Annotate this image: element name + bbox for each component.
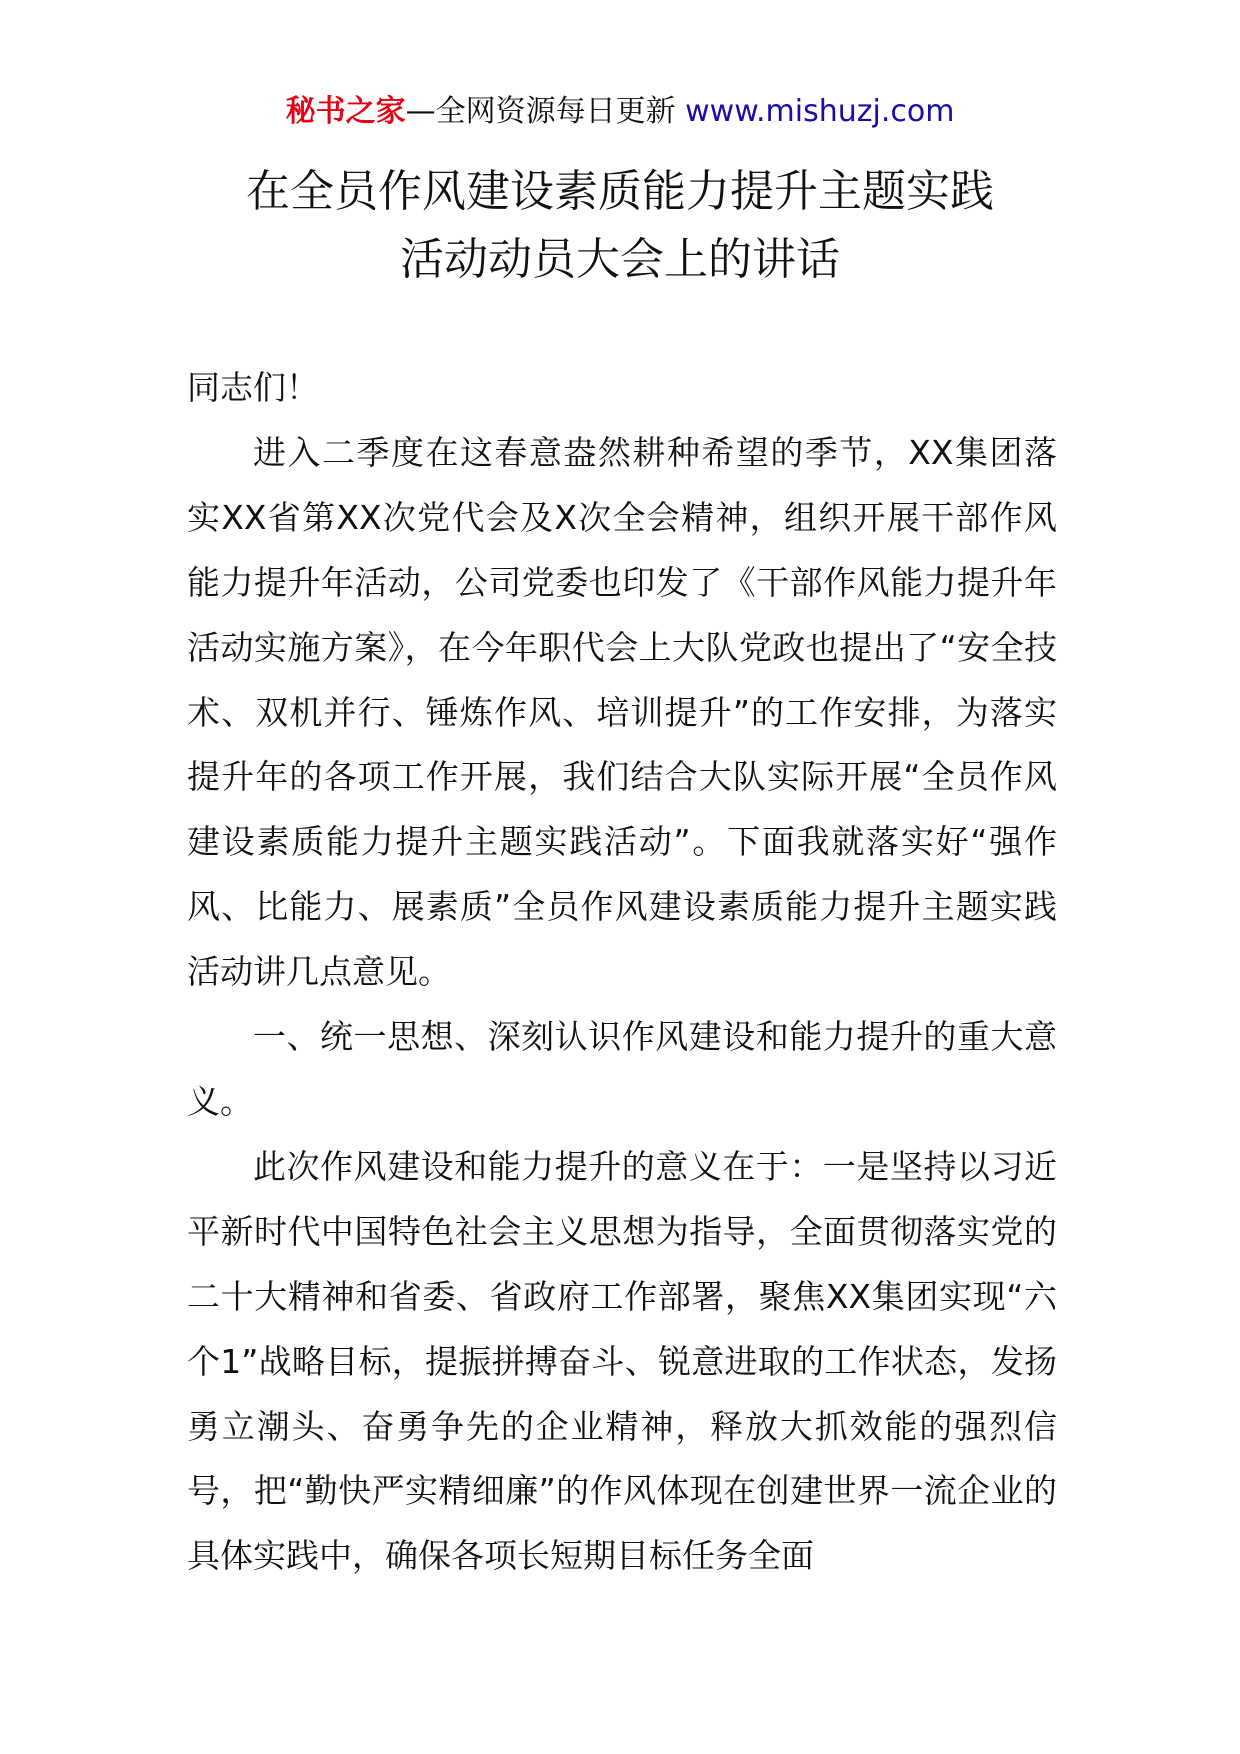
salutation: 同志们！ bbox=[187, 368, 319, 407]
section-heading-1: 一、统一思想、深刻认识作风建设和能力提升的重大意义。 bbox=[187, 1017, 1057, 1121]
document-body bbox=[187, 356, 1057, 1589]
banner-tagline: —全网资源每日更新 bbox=[405, 94, 676, 129]
brand-name: 秘书之家 bbox=[285, 94, 406, 129]
title-line-1: 在全员作风建设素质能力提升主题实践 bbox=[246, 166, 994, 217]
document-title bbox=[0, 158, 1240, 294]
paragraph-intro: 进入二季度在这春意盎然耕种希望的季节，XX集团落实XX省第XX次党代会及X次全会精神，组织开展干部作风能力提升年活动，公司党委也印发了《干部作风能力提升年活动实施方案》，在今年职代会上大队党政也提出了“安全技术、双机并行、锤炼作风、培训提升”的工作安排，为落实提升年的各项工作开展，我们结合大队实际开展“全员作风建设素质能力提升主题实践活动”。下面我就落实好“强作风、比能力、展素质”全员作风建设素质能力提升主题实践活动讲几点意见。 bbox=[187, 432, 1057, 992]
paragraph-significance: 此次作风建设和能力提升的意义在于：一是坚持以习近平新时代中国特色社会主义思想为指导，全面贯彻落实党的二十大精神和省委、省政府工作部署，聚焦XX集团实现“六个1”战略目标，提振拼搏奋斗、锐意进取的工作状态，发扬勇立潮头、奋勇争先的企业精神，释放大抓效能的强烈信号，把“勤快严实精细廉”的作风体现在创建世界一流企业的具体实践中，确保各项长短期目标任务全面 bbox=[187, 1146, 1057, 1576]
site-banner bbox=[0, 92, 1240, 132]
title-line-2: 活动动员大会上的讲话 bbox=[400, 234, 840, 285]
site-url-link[interactable]: www.mishuzj.com bbox=[685, 94, 955, 129]
